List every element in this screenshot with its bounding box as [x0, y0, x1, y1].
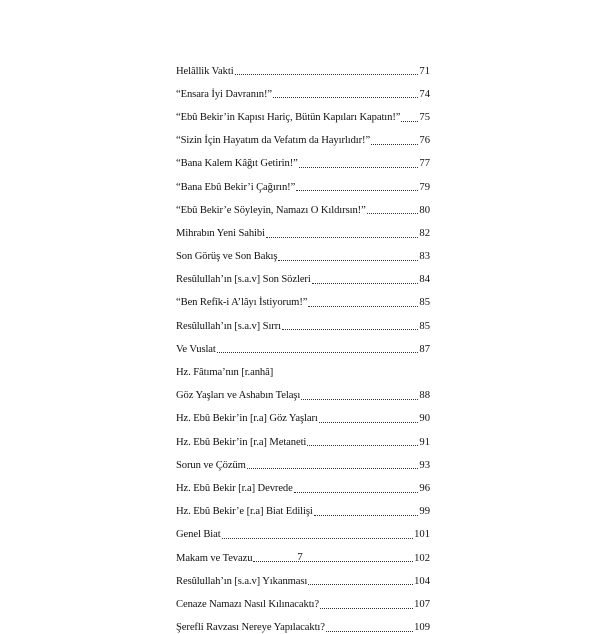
- dot-leader: [308, 584, 413, 585]
- toc-entry-title: “Ensara İyi Davranın!”: [176, 88, 273, 100]
- toc-entry: [176, 518, 430, 541]
- toc-entry-page: 76: [419, 135, 430, 147]
- dot-leader: [235, 74, 419, 75]
- toc-entry-title: Ve Vuslat: [176, 343, 216, 355]
- toc-entry: [176, 402, 430, 425]
- toc-entry-title: Makam ve Tevazu: [176, 552, 253, 564]
- toc-entry: [176, 77, 430, 100]
- toc-entry: [176, 124, 430, 147]
- toc-entry-page: 99: [419, 506, 430, 518]
- toc-entry-title: Şerefli Ravzası Nereye Yapılacaktı?: [176, 622, 325, 634]
- toc-entry: [176, 471, 430, 494]
- dot-leader: [222, 538, 414, 539]
- toc-entry-title: Helâllik Vakti: [176, 65, 234, 77]
- toc-entry-title: Resûlullah’ın [s.a.v] Sırrı: [176, 320, 281, 332]
- toc-entry-page: 87: [419, 343, 430, 355]
- toc-entry: [176, 355, 430, 378]
- toc-entry-page: 71: [419, 65, 430, 77]
- toc-entry-title: “Sizin İçin Hayatım da Vefatım da Hayırlıdır!”: [176, 135, 371, 147]
- toc-entry-title: “Bana Ebû Bekir’i Çağırın!”: [176, 181, 296, 193]
- toc-entry-title: Göz Yaşları ve Ashabın Telaşı: [176, 390, 301, 402]
- toc-entry: [176, 564, 430, 587]
- toc-entry: [176, 263, 430, 286]
- toc-entry: [176, 379, 430, 402]
- toc-entry: [176, 611, 430, 634]
- toc-entry-page: 77: [419, 158, 430, 170]
- toc-entry-page: 88: [419, 390, 430, 402]
- toc-entry-page: 104: [414, 575, 430, 587]
- toc-entry: [176, 147, 430, 170]
- dot-leader: [282, 329, 418, 330]
- toc-entry: [176, 332, 430, 355]
- toc-entry: [176, 448, 430, 471]
- toc-entry-page: 83: [419, 251, 430, 263]
- toc-entry-title: Hz. Ebû Bekir’e [r.a] Biat Edilişi: [176, 506, 313, 518]
- toc-entry: [176, 286, 430, 309]
- dot-leader: [273, 97, 418, 98]
- toc-entry-title: “Ebû Bekir’e Söyleyin, Namazı O Kıldırsın!”: [176, 204, 366, 216]
- toc-entry-page: 84: [419, 274, 430, 286]
- toc-entry-title: Cenaze Namazı Nasıl Kılınacaktı?: [176, 598, 319, 610]
- toc-entry-page: 75: [419, 111, 430, 123]
- toc-entry-page: 82: [419, 227, 430, 239]
- toc-entry-title: “Bana Kalem Kâğıt Getirin!”: [176, 158, 298, 170]
- page-number: 7: [297, 551, 303, 563]
- toc-entry: [176, 495, 430, 518]
- toc-entry: [176, 309, 430, 332]
- toc-entry-page: 85: [419, 320, 430, 332]
- dot-leader: [278, 260, 418, 261]
- toc-entry-title: Hz. Ebû Bekir’in [r.a] Metaneti: [176, 436, 307, 448]
- toc-entry-title: Sorun ve Çözüm: [176, 459, 246, 471]
- dot-leader: [326, 631, 413, 632]
- toc-entry-title: Genel Biat: [176, 529, 221, 541]
- dot-leader: [247, 468, 419, 469]
- toc-entry-page: 102: [414, 552, 430, 564]
- toc-entry: [176, 54, 430, 77]
- dot-leader: [301, 399, 418, 400]
- dot-leader: [314, 515, 419, 516]
- toc-entry-page: 74: [419, 88, 430, 100]
- toc-entry-page: 90: [419, 413, 430, 425]
- toc-entry: [176, 216, 430, 239]
- toc-entry: [176, 193, 430, 216]
- dot-leader: [367, 213, 419, 214]
- toc-entry-title: Resûlullah’ın [s.a.v] Son Sözleri: [176, 274, 311, 286]
- dot-leader: [307, 445, 418, 446]
- toc-entry-title: Resûlullah’ın [s.a.v] Yıkanması: [176, 575, 308, 587]
- dot-leader: [371, 144, 418, 145]
- toc-entry-page: 107: [414, 598, 430, 610]
- toc-entry-title: Hz. Ebû Bekir’in [r.a] Göz Yaşları: [176, 413, 318, 425]
- toc-entry: [176, 587, 430, 610]
- toc-entry-title: Son Görüş ve Son Bakış: [176, 251, 278, 263]
- toc-entry: [176, 240, 430, 263]
- dot-leader: [312, 283, 419, 284]
- dot-leader: [299, 167, 419, 168]
- toc-entry-page: 101: [414, 529, 430, 541]
- toc-entry-page: 109: [414, 622, 430, 634]
- dot-leader: [308, 306, 418, 307]
- dot-leader: [266, 237, 418, 238]
- table-of-contents: [176, 54, 430, 634]
- toc-entry-page: 80: [419, 204, 430, 216]
- dot-leader: [401, 121, 418, 122]
- dot-leader: [294, 492, 419, 493]
- toc-entry-page: 96: [419, 482, 430, 494]
- dot-leader: [319, 422, 419, 423]
- toc-entry-title: Hz. Fâtıma’nın [r.anhâ]: [176, 367, 274, 379]
- toc-entry: [176, 170, 430, 193]
- toc-entry: [176, 425, 430, 448]
- dot-leader: [296, 190, 418, 191]
- toc-entry-page: 93: [419, 459, 430, 471]
- dot-leader: [217, 352, 419, 353]
- toc-entry-title: “Ben Refîk-i A’lâyı İstiyorum!”: [176, 297, 308, 309]
- toc-entry-title: Hz. Ebû Bekir [r.a] Devrede: [176, 482, 293, 494]
- toc-entry-title: “Ebû Bekir’in Kapısı Hariç, Bütün Kapıları Kapatın!”: [176, 111, 401, 123]
- dot-leader: [320, 608, 413, 609]
- toc-entry-page: 91: [419, 436, 430, 448]
- toc-entry-page: 79: [419, 181, 430, 193]
- toc-entry: [176, 100, 430, 123]
- toc-entry-page: 85: [419, 297, 430, 309]
- toc-entry-title: Mihrabın Yeni Sahibi: [176, 227, 265, 239]
